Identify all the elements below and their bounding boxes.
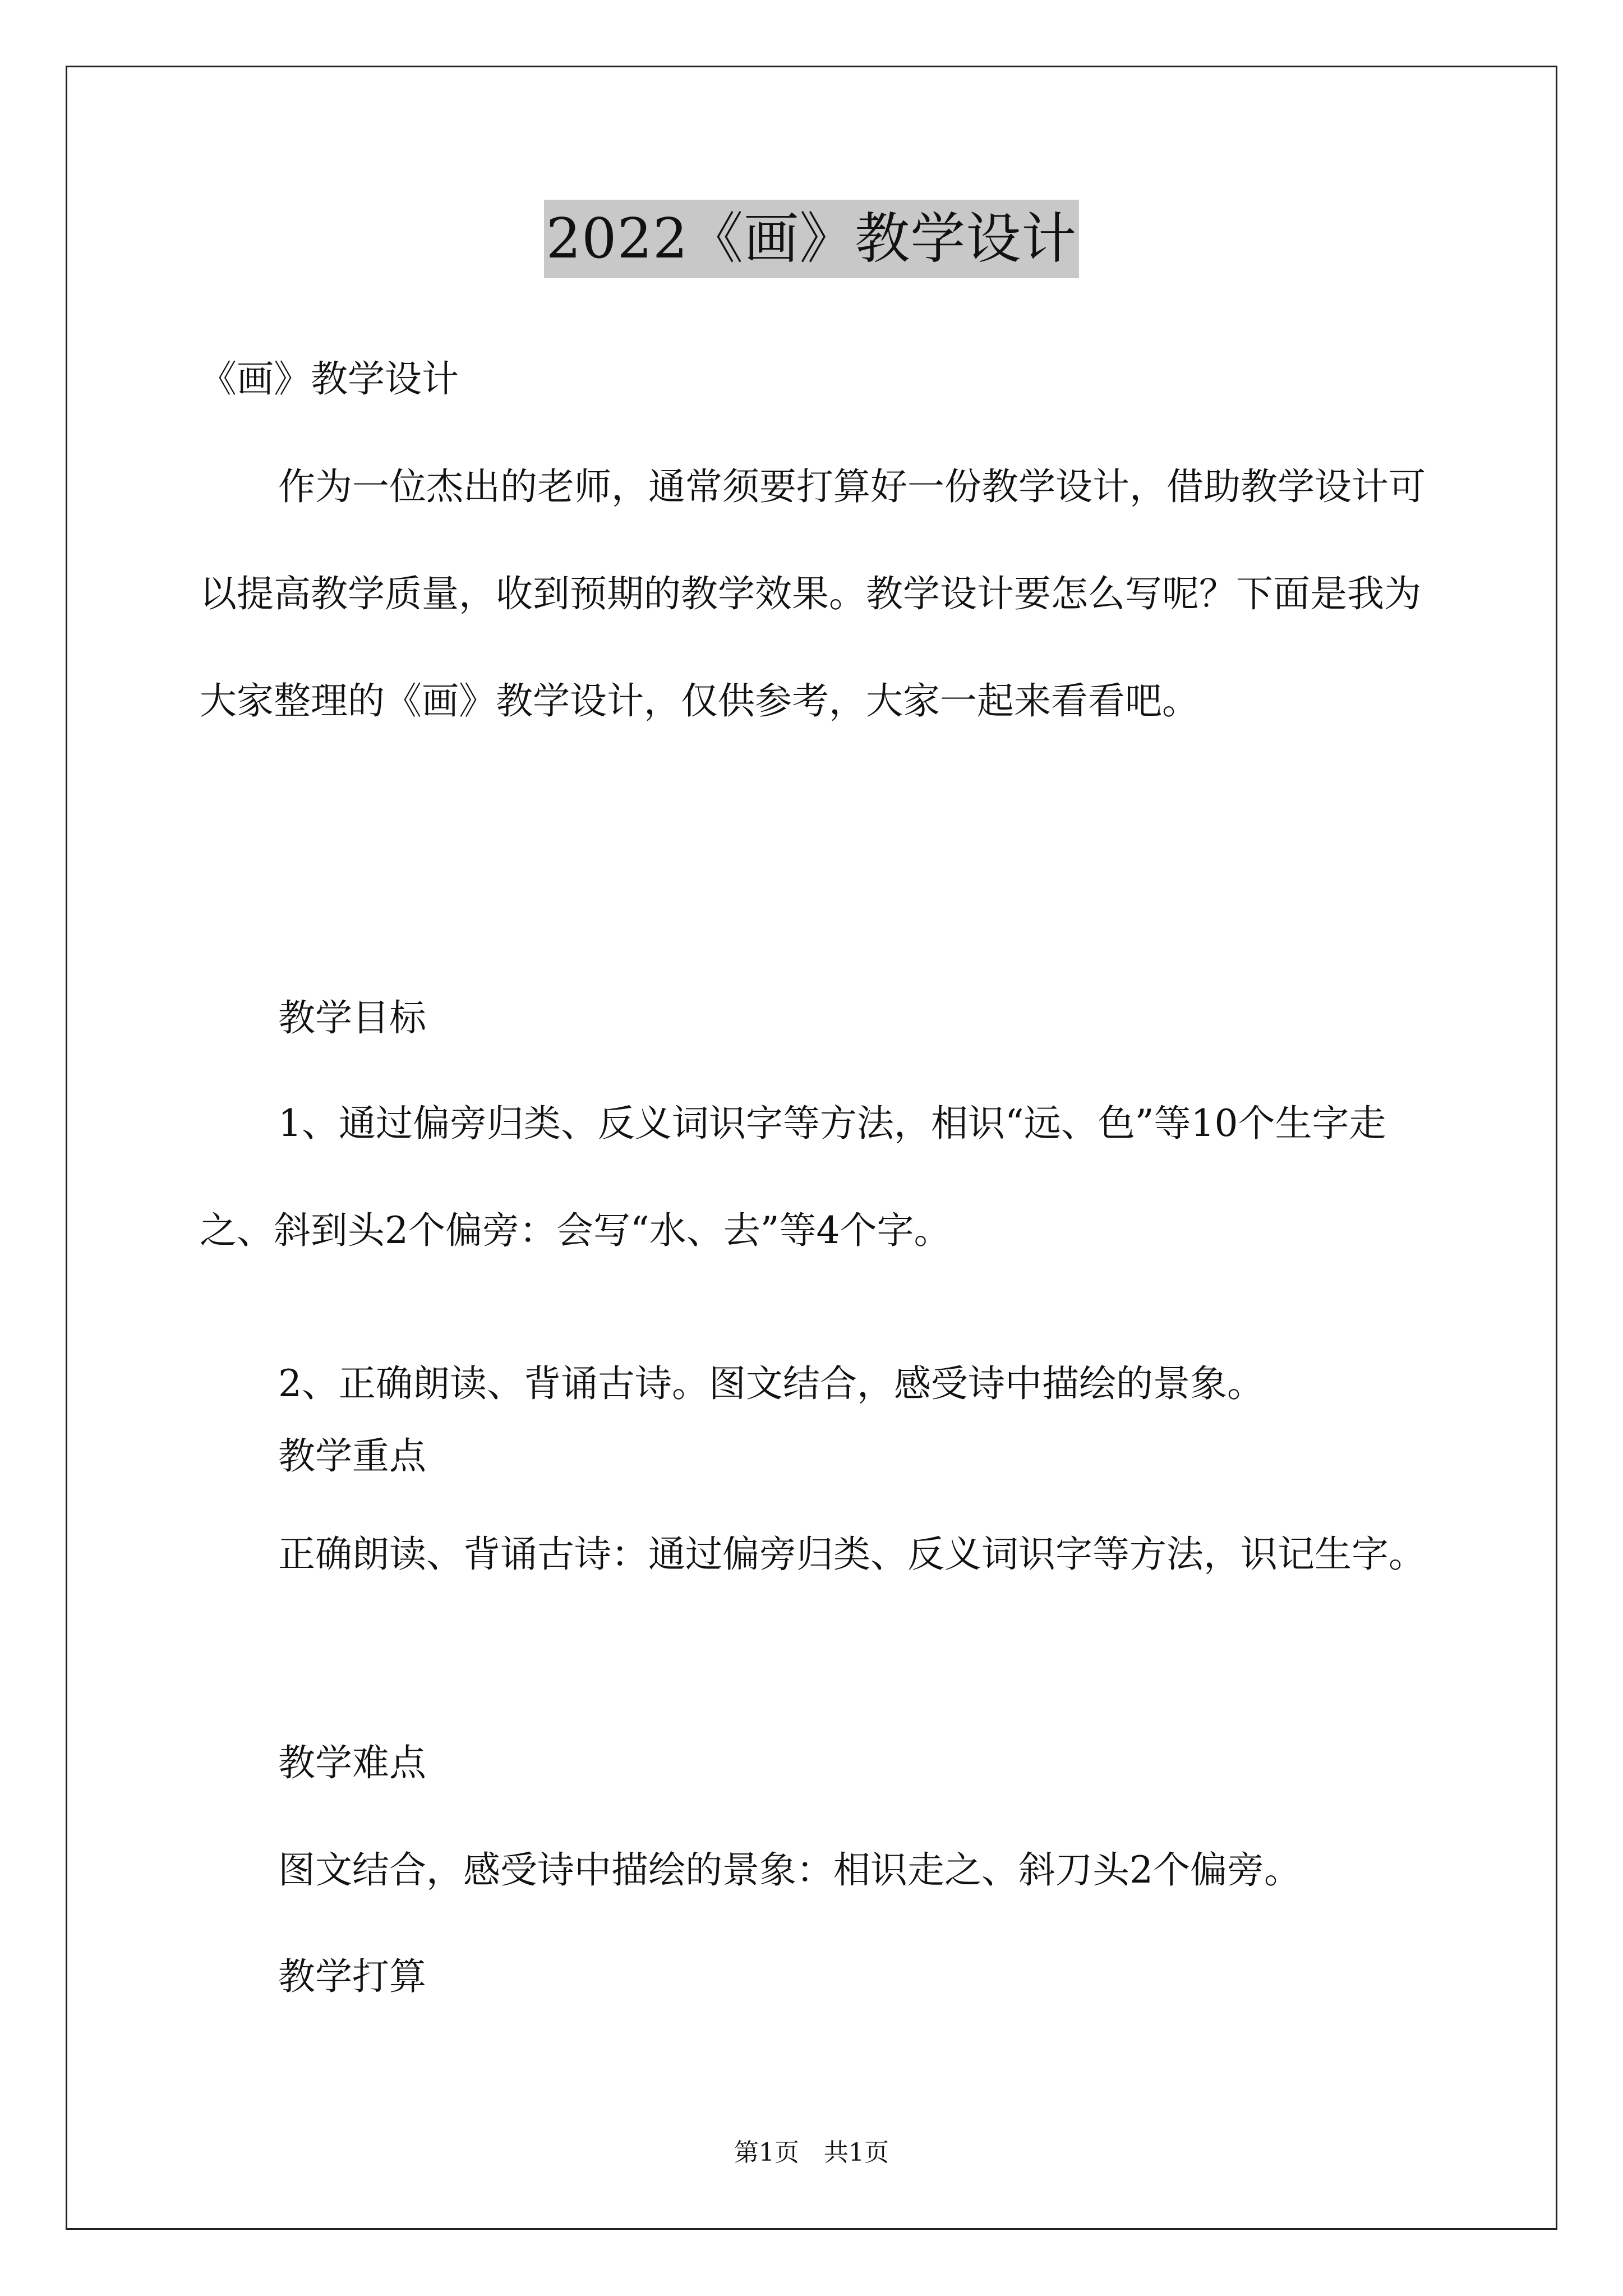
heading-preparation: 教学打算: [278, 1955, 426, 1998]
difficulties-text: 图文结合，感受诗中描绘的景象：相识走之、斜刀头2个偏旁。: [278, 1848, 1301, 1892]
title-container: [0, 200, 1623, 278]
document-title: 2022《画》教学设计: [544, 200, 1079, 278]
heading-difficulties: 教学难点: [278, 1741, 426, 1784]
goal-item-1: 1、通过偏旁归类、反义词识字等方法，相识“远、色”等10个生字走之、斜到头2个偏旁：会写“水、去”等4个字。: [200, 1102, 1386, 1252]
heading-goals: 教学目标: [278, 996, 426, 1039]
heading-key-points: 教学重点: [278, 1434, 426, 1478]
page-footer: 第1页 共1页: [734, 2138, 889, 2167]
intro-paragraph: 作为一位杰出的老师，通常须要打算好一份教学设计，借助教学设计可以提高教学质量，收到预期的教学效果。教学设计要怎么写呢？下面是我为大家整理的《画》教学设计，仅供参考，大家一起来看看吧。: [200, 465, 1426, 723]
key-points-text: 正确朗读、背诵古诗：通过偏旁归类、反义词识字等方法，识记生字。: [278, 1533, 1426, 1576]
document-subtitle: 《画》教学设计: [200, 357, 459, 401]
goal-item-2: 2、正确朗读、背诵古诗。图文结合，感受诗中描绘的景象。: [278, 1362, 1264, 1405]
